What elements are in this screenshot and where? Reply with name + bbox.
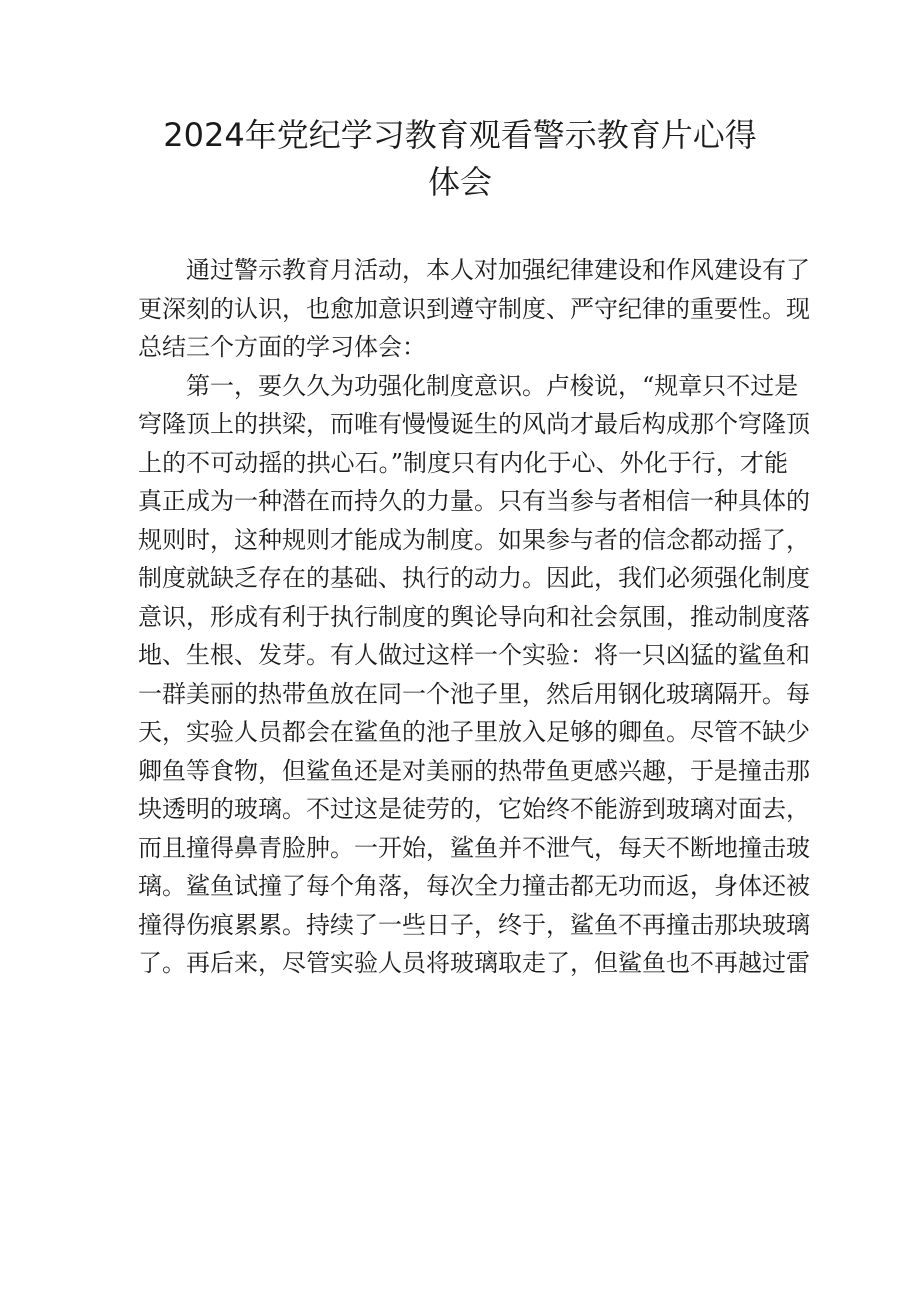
text-line: 穹隆顶上的拱梁，而唯有慢慢诞生的风尚才最后构成那个穹隆顶 [138,410,810,438]
text-line: 第一，要久久为功强化制度意识。卢梭说，“规章只不过是 [186,371,799,400]
text-line: 了。再后来，尽管实验人员将玻璃取走了，但鲨鱼也不再越过雷 [138,949,810,977]
text-line: 真正成为一种潜在而持久的力量。只有当参与者相信一种具体的 [138,487,810,515]
text-line: 通过警示教育月活动，本人对加强纪律建设和作风建设有了 [186,256,810,284]
text-line: 一群美丽的热带鱼放在同一个池子里，然后用钢化玻璃隔开。每 [138,679,810,708]
text-line: 块透明的玻璃。不过这是徒劳的，它始终不能游到玻璃对面去， [138,795,810,823]
text-line: 璃。鲨鱼试撞了每个角落，每次全力撞击都无功而返，身体还被 [138,872,810,900]
text-line: 而且撞得鼻青脸肿。一开始，鲨鱼并不泄气，每天不断地撞击玻 [138,833,810,862]
text-line: 撞得伤痕累累。持续了一些日子，终于，鲨鱼不再撞击那块玻璃 [138,910,810,939]
text-line: 上的不可动摇的拱心石。”制度只有内化于心、外化于行，才能 [138,448,788,477]
paragraph-2 [138,367,810,983]
text-line: 更深刻的认识，也愈加意识到遵守制度、严守纪律的重要性。现 [138,294,810,323]
title-line-2: 体会 [427,163,492,201]
text-line: 意识，形成有利于执行制度的舆论导向和社会氛围，推动制度落 [138,602,810,631]
text-line: 天，实验人员都会在鲨鱼的池子里放入足够的卿鱼。尽管不缺少 [138,718,810,746]
document-body [138,251,810,983]
text-line: 总结三个方面的学习体会： [138,333,426,361]
title-line-1: 2024年党纪学习教育观看警示教育片心得 [163,116,757,154]
document-title [130,112,790,206]
text-line: 卿鱼等食物，但鲨鱼还是对美丽的热带鱼更感兴趣，于是撞击那 [138,756,810,785]
text-line: 制度就缺乏存在的基础、执行的动力。因此，我们必须强化制度 [138,564,810,592]
paragraph-1 [138,251,810,367]
text-line: 地、生根、发芽。有人做过这样一个实验：将一只凶猛的鲨鱼和 [138,641,810,669]
text-line: 规则时，这种规则才能成为制度。如果参与者的信念都动摇了， [138,525,810,554]
